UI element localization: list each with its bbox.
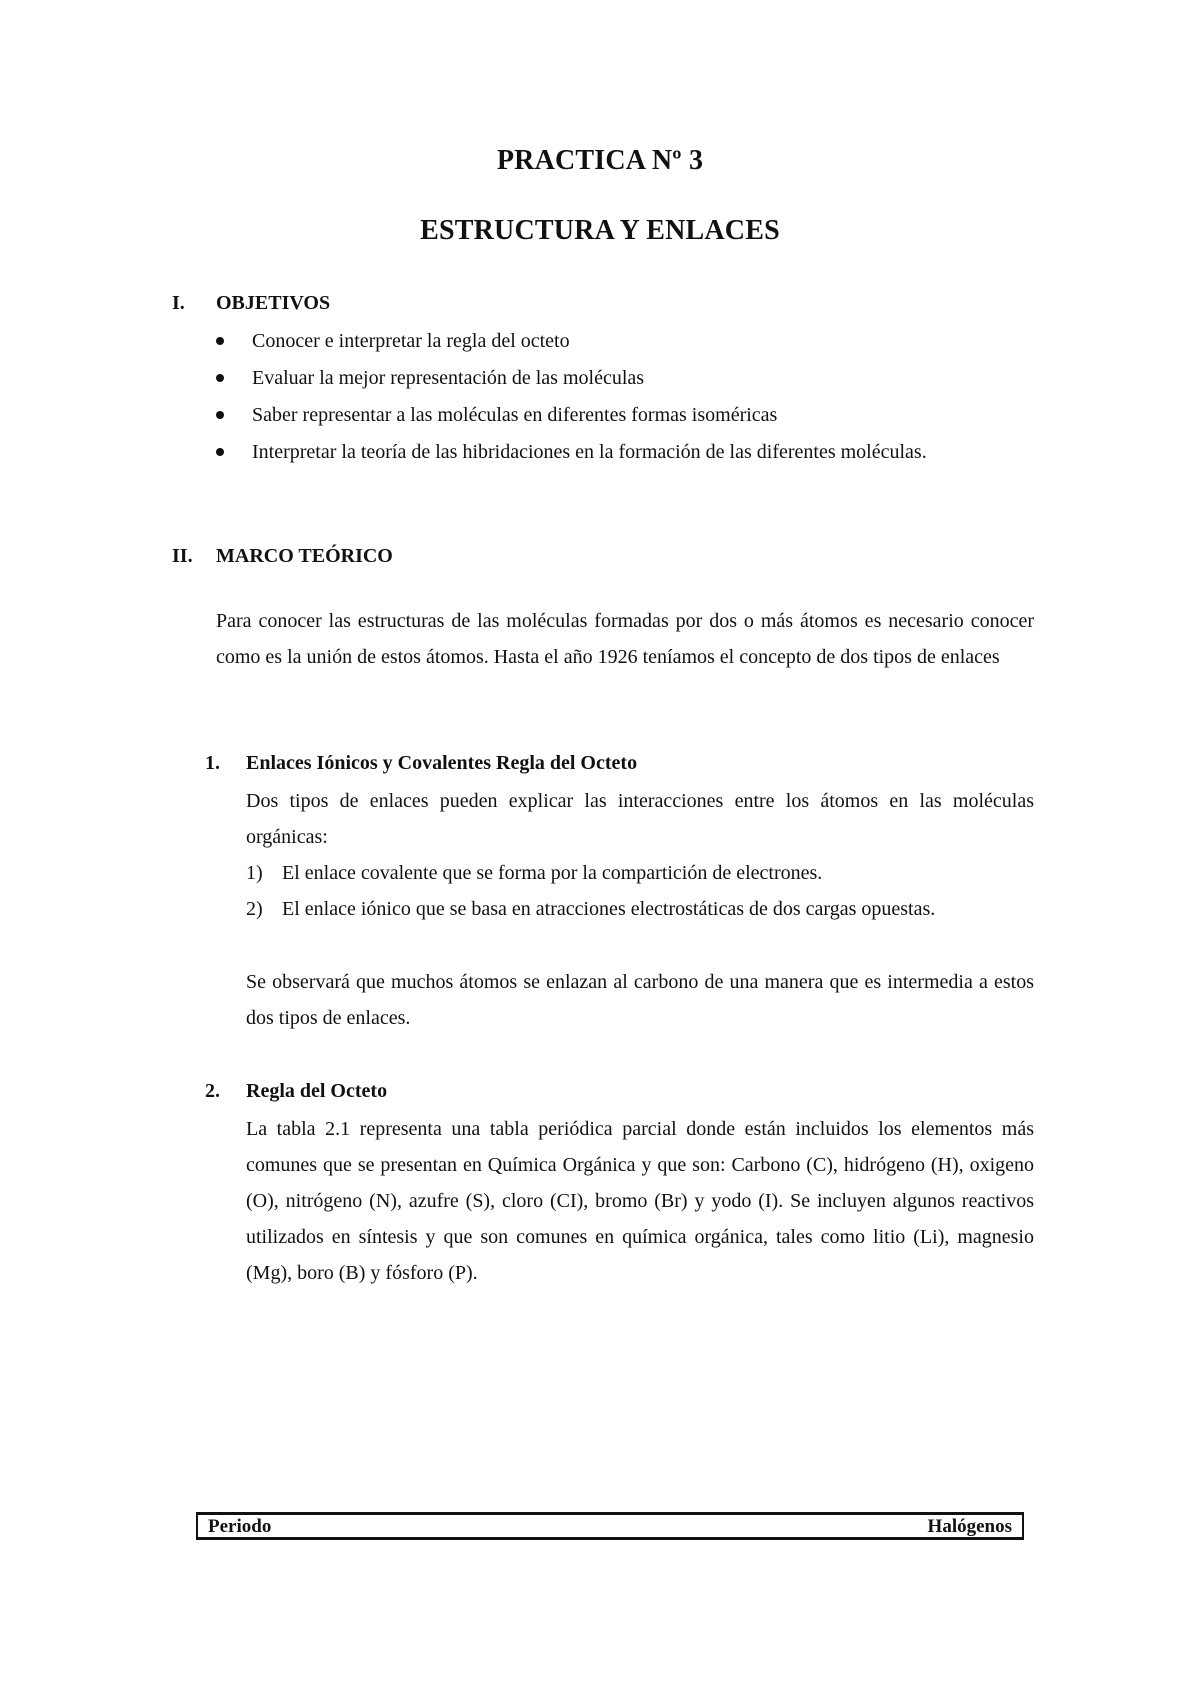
bullet-icon (216, 374, 224, 382)
intro-paragraph: Para conocer las estructuras de las moléculas formadas por dos o más átomos es necesario conocer como es la unión de estos átomos. Hasta el año 1926 teníamos el concepto de dos tipos de enlaces (216, 610, 1034, 668)
objective-item: Evaluar la mejor representación de las moléculas (252, 367, 645, 389)
periodic-table-header (196, 1512, 1024, 1540)
bullet-icon (216, 448, 224, 456)
enum-number: 2) (246, 898, 263, 920)
section-number: II. (172, 545, 193, 567)
subsection-heading: Regla del Octeto (246, 1080, 388, 1102)
document-subtitle: ESTRUCTURA Y ENLACES (420, 215, 780, 246)
subsection-paragraph: Dos tipos de enlaces pueden explicar las interacciones entre los átomos en las moléculas orgánicas: (246, 790, 1034, 848)
enum-number: 1) (246, 862, 263, 884)
table-header-periodo: Periodo (208, 1516, 272, 1537)
subsection-number: 1. (205, 752, 220, 774)
section-heading-objetivos: OBJETIVOS (216, 292, 331, 314)
bullet-icon (216, 411, 224, 419)
bullet-icon (216, 337, 224, 345)
enum-item: El enlace covalente que se forma por la compartición de electrones. (282, 862, 823, 884)
enum-item: El enlace iónico que se basa en atracciones electrostáticas de dos cargas opuestas. (282, 898, 936, 920)
objective-item: Conocer e interpretar la regla del octeto (252, 330, 570, 352)
subsection-paragraph: La tabla 2.1 representa una tabla periódica parcial donde están incluidos los elementos más comunes que se presentan en Química Orgánica y que son: Carbono (C), hidrógeno (H), oxigeno (O), nitrógeno (N), azufre (S), cloro (CI), bromo (Br) y yodo (I). Se incluyen algunos reactivos utilizados en síntesis y que son comunes en química orgánica, tales como litio (Li), magnesio (Mg), boro (B) y fósforo (P). (246, 1118, 1034, 1284)
section-heading-marco-teorico: MARCO TEÓRICO (216, 545, 393, 567)
subsection-number: 2. (205, 1080, 220, 1102)
subsection-heading: Enlaces Iónicos y Covalentes Regla del Octeto (246, 752, 638, 774)
table-header-halogenos: Halógenos (927, 1516, 1012, 1537)
objective-item: Saber representar a las moléculas en diferentes formas isoméricas (252, 404, 778, 426)
subsection-closing-paragraph: Se observará que muchos átomos se enlazan al carbono de una manera que es intermedia a estos dos tipos de enlaces. (246, 971, 1034, 1029)
section-number: I. (172, 292, 185, 314)
document-title: PRACTICA Nº 3 (496, 145, 704, 176)
objective-item: Interpretar la teoría de las hibridaciones en la formación de las diferentes moléculas. (252, 441, 927, 463)
